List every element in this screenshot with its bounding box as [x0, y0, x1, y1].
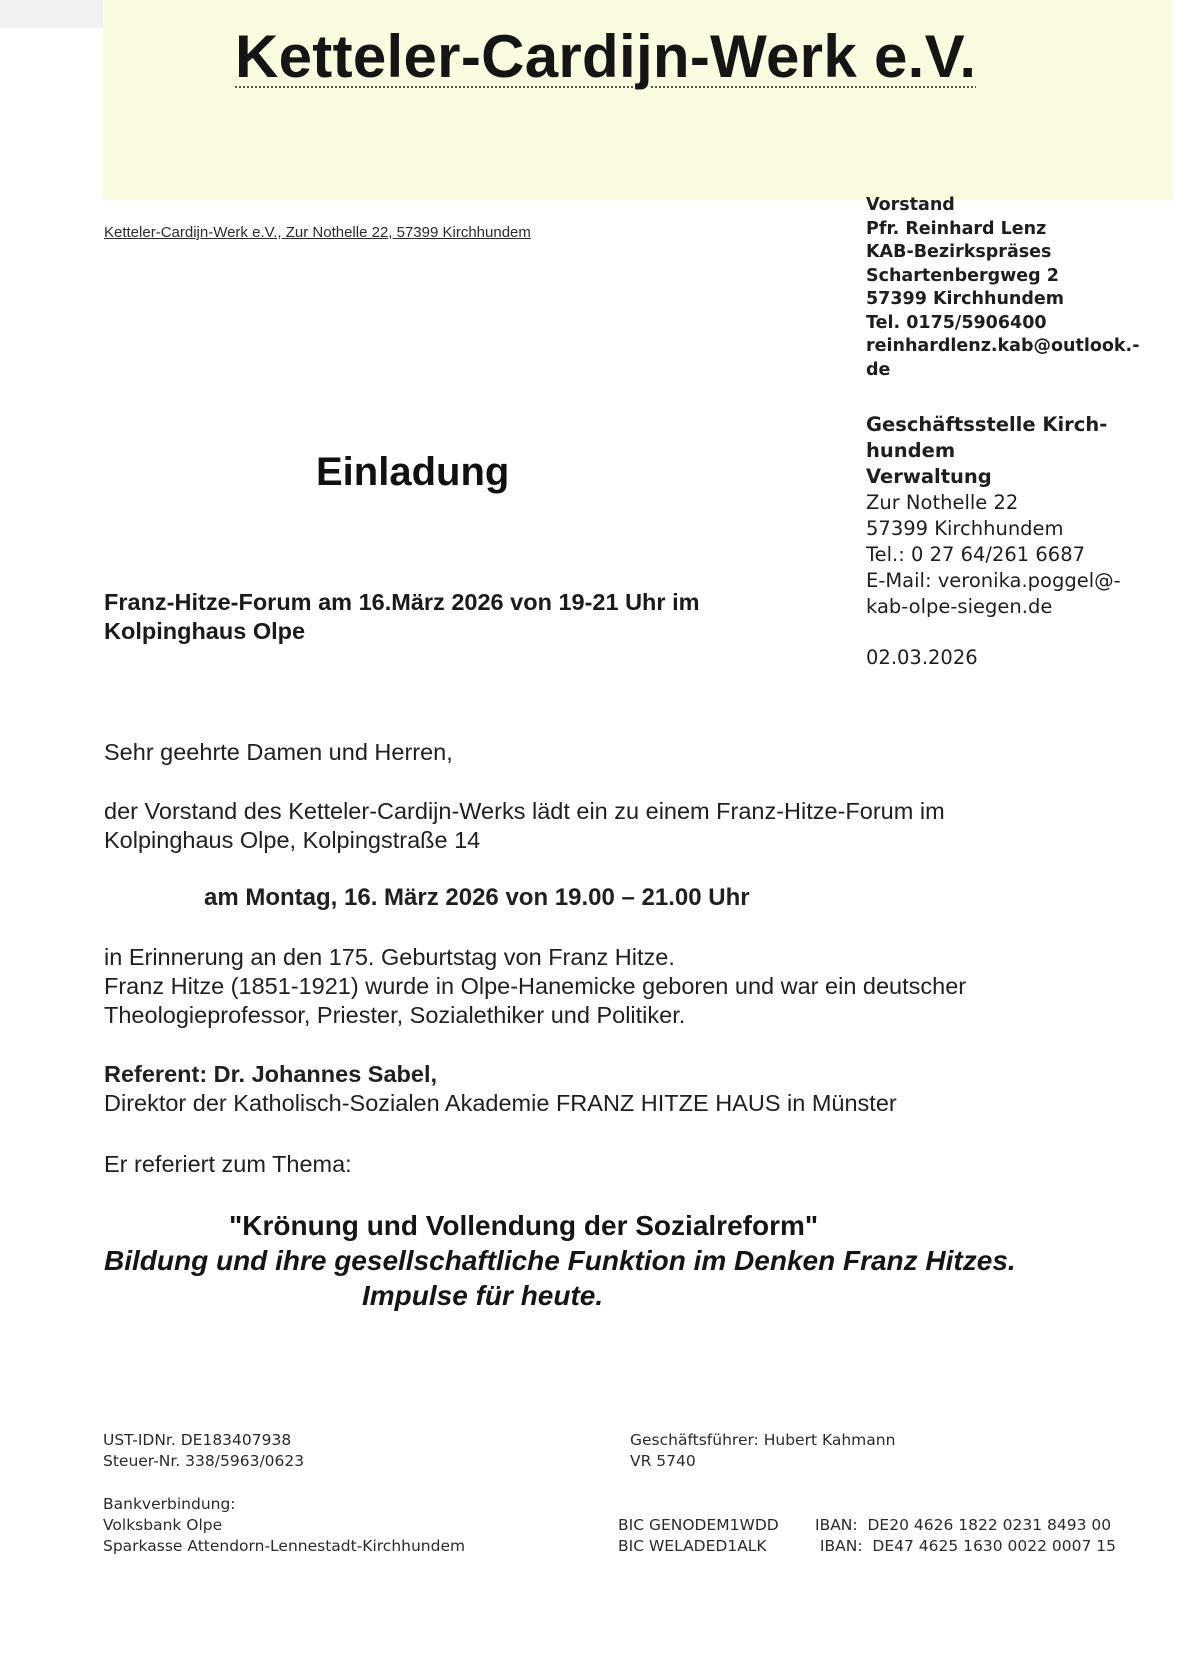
paragraph-line: Theologieprofessor, Priester, Sozialethiker und Politiker.	[104, 1002, 686, 1028]
board-email-continued: de	[866, 359, 891, 380]
organization-title: Ketteler-Cardijn-Werk e.V.	[235, 23, 977, 90]
footer-management	[630, 1430, 895, 1472]
sender-address-line: Ketteler-Cardijn-Werk e.V., Zur Nothelle 22, 57399 Kirchhundem	[104, 224, 531, 241]
association-register: VR 5740	[630, 1452, 696, 1470]
bank-name: Volksbank Olpe	[103, 1516, 223, 1534]
topic-title: "Krönung und Vollendung der Sozialreform"	[229, 1210, 819, 1241]
topic-intro: Er referiert zum Thema:	[104, 1151, 352, 1177]
board-city: 57399 Kirchhundem	[866, 289, 1065, 309]
office-department: Verwaltung	[866, 465, 992, 488]
bic-code: BIC WELADED1ALK	[618, 1537, 767, 1555]
letter-date: 02.03.2026	[866, 646, 978, 669]
board-contact-block	[866, 194, 1139, 382]
event-subject-line: Kolpinghaus Olpe	[104, 618, 306, 644]
event-subject	[104, 588, 700, 646]
office-street: Zur Nothelle 22	[866, 491, 1019, 514]
paragraph-line: in Erinnerung an den 175. Geburtstag von Franz Hitze.	[104, 944, 675, 970]
office-heading-continued: hundem	[866, 439, 956, 462]
office-phone: Tel.: 0 27 64/261 6687	[866, 543, 1086, 566]
office-heading: Geschäftsstelle Kirch-	[866, 413, 1108, 436]
iban-code: IBAN: DE47 4625 1630 0022 0007 15	[815, 1537, 1117, 1555]
event-date-line: am Montag, 16. März 2026 von 19.00 – 21.00 Uhr	[204, 884, 750, 911]
bank-name: Sparkasse Attendorn-Lennestadt-Kirchhundem	[103, 1537, 466, 1555]
office-email-continued: kab-olpe-siegen.de	[866, 595, 1053, 618]
bank-heading: Bankverbindung:	[103, 1495, 236, 1513]
vat-id: UST-IDNr. DE183407938	[103, 1431, 292, 1449]
paragraph-line: Franz Hitze (1851-1921) wurde in Olpe-Hanemicke geboren und war ein deutscher	[104, 973, 967, 999]
board-role: KAB-Bezirkspräses	[866, 242, 1052, 262]
paragraph-line: der Vorstand des Ketteler-Cardijn-Werks lädt ein zu einem Franz-Hitze-Forum im	[104, 798, 945, 824]
board-name: Pfr. Reinhard Lenz	[866, 218, 1047, 239]
office-city: 57399 Kirchhundem	[866, 517, 1064, 540]
bic-code: BIC GENODEM1WDD	[618, 1516, 779, 1534]
footer-bank-names	[103, 1494, 465, 1557]
managing-director: Geschäftsführer: Hubert Kahmann	[630, 1431, 896, 1449]
memory-paragraph	[104, 943, 966, 1030]
topic-subtitle: Bildung und ihre gesellschaftliche Funktion im Denken Franz Hitzes.	[104, 1245, 1016, 1276]
speaker-title: Direktor der Katholisch-Sozialen Akademie FRANZ HITZE HAUS in Münster	[104, 1090, 897, 1116]
salutation: Sehr geehrte Damen und Herren,	[104, 739, 453, 765]
board-street: Schartenbergweg 2	[866, 265, 1059, 286]
speaker-name: Referent: Dr. Johannes Sabel,	[104, 1061, 438, 1087]
office-contact-block	[866, 412, 1121, 620]
board-heading: Vorstand	[866, 195, 955, 215]
tax-number: Steuer-Nr. 338/5963/0623	[103, 1452, 305, 1470]
board-email: reinhardlenz.kab@outlook.-	[866, 336, 1140, 356]
paragraph-line: Kolpinghaus Olpe, Kolpingstraße 14	[104, 827, 481, 853]
intro-paragraph	[104, 797, 945, 855]
office-email: E-Mail: veronika.poggel@-	[866, 569, 1121, 592]
board-phone: Tel. 0175/5906400	[866, 312, 1047, 333]
topic-subtitle-continued: Impulse für heute.	[362, 1280, 604, 1311]
iban-code: IBAN: DE20 4626 1822 0231 8493 00	[815, 1516, 1112, 1534]
footer-tax-info	[103, 1430, 304, 1472]
event-subject-line: Franz-Hitze-Forum am 16.März 2026 von 19-21 Uhr im	[104, 589, 700, 615]
letter-heading: Einladung	[316, 450, 510, 494]
footer-iban-codes	[815, 1515, 1116, 1557]
footer-bic-codes	[618, 1515, 779, 1557]
speaker-block	[104, 1060, 897, 1118]
